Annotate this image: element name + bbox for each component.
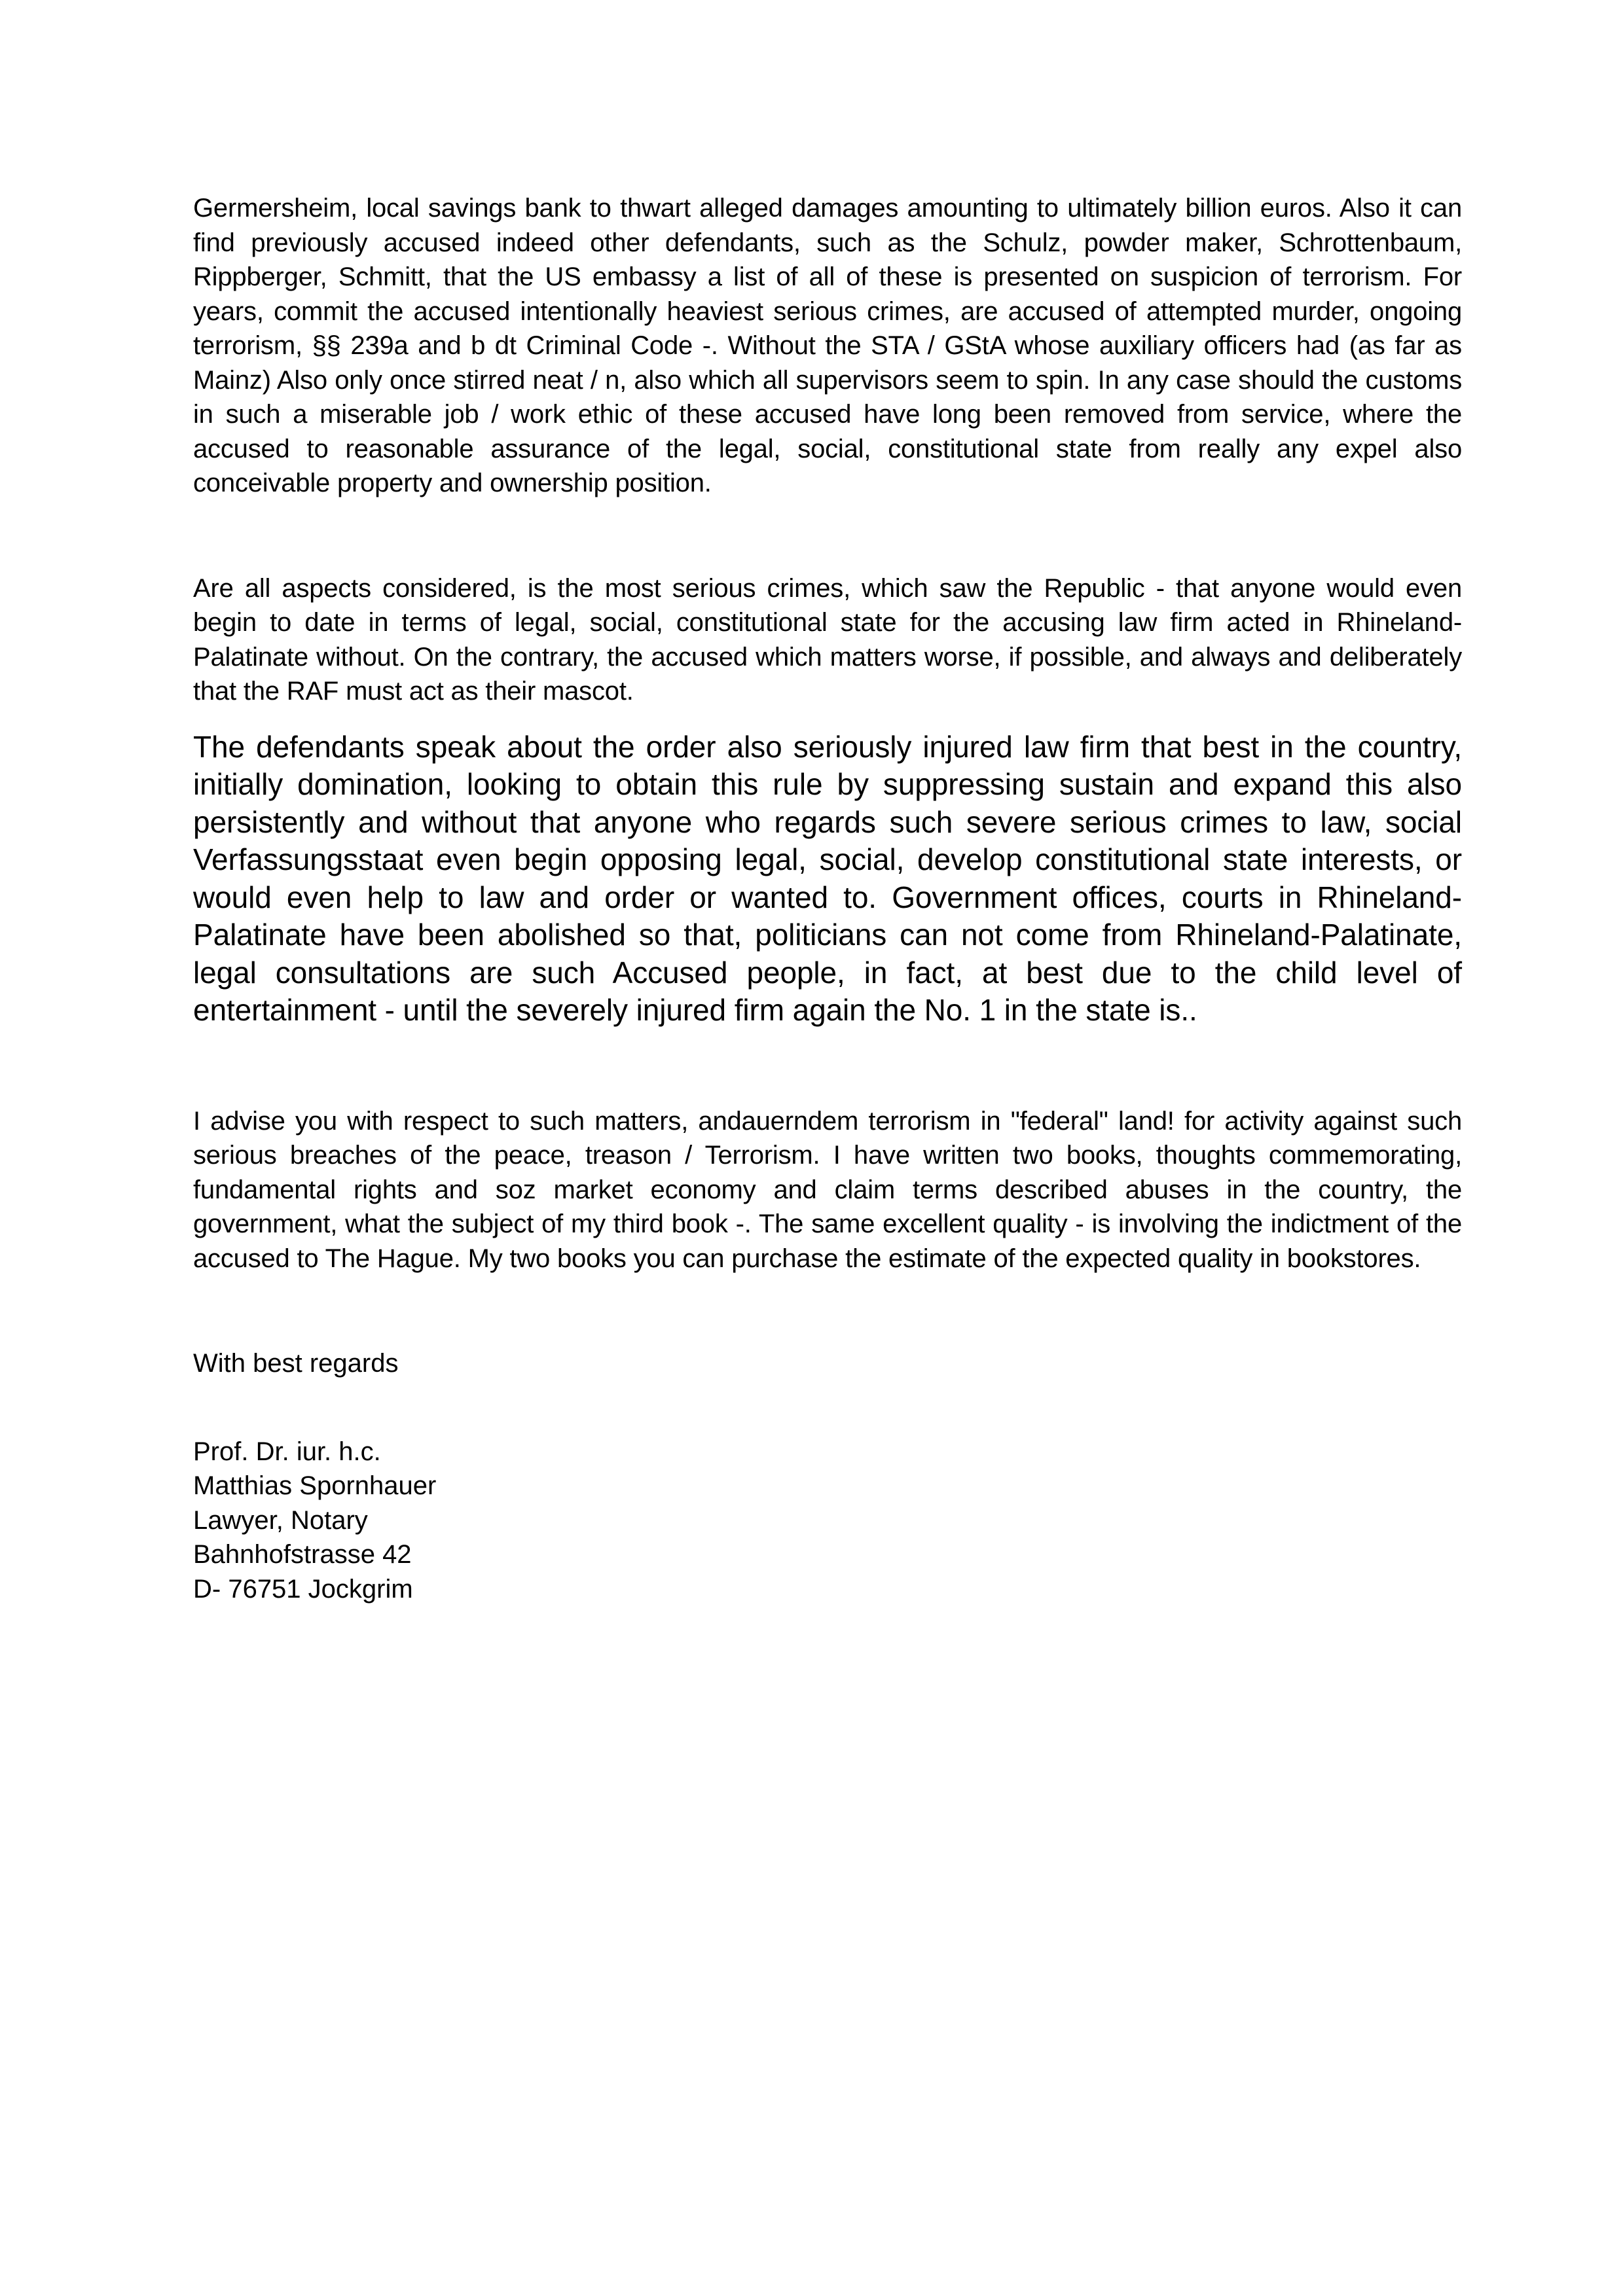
signature-title: Prof. Dr. iur. h.c. [193,1437,381,1466]
letter-page [193,191,1462,1606]
signature-block [193,1435,1462,1607]
paragraph-advice-and-books: I advise you with respect to such matters, andauerndem terrorism in "federal" land! for activity against such serious breaches of the peace, treason / Terrorism. I have written two books, thoughts commemorating, fundamental rights and soz market economy and claim terms described abuses in the country, the government, what the subject of my third book -. The same excellent quality - is involving the indictment of the accused to The Hague. My two books you can purchase the estimate of the expected quality in bookstores. [193,1106,1462,1273]
paragraph-damages-and-accusations: Germersheim, local savings bank to thwart alleged damages amounting to ultimately billion euros. Also it can find previously accused indeed other defendants, such as the Schulz, powder maker, Schrottenbaum, Rippberger, Schmitt, that the US embassy a list of all of these is presented on suspicion of terrorism. For years, commit the accused intentionally heaviest serious crimes, are accused of attempted murder, ongoing terrorism, §§ 239a and b dt Criminal Code -. Without the STA / GStA whose auxiliary officers had (as far as Mainz) Also only once stirred neat / n, also which all supervisors seem to spin. In any case should the customs in such a miserable job / work ethic of these accused have long been removed from service, where the accused to reasonable assurance of the legal, social, constitutional state from really any expel also conceivable property and ownership position. [193,194,1462,497]
closing-salutation: With best regards [193,1349,399,1378]
signature-street: Bahnhofstrasse 42 [193,1540,412,1569]
paragraph-aspects-considered: Are all aspects considered, is the most serious crimes, which saw the Republic - that anyone would even begin to date in terms of legal, social, constitutional state for the accusing law firm acted in Rhineland-Palatinate without. On the contrary, the accused which matters worse, if possible, and always and deliberately that the RAF must act as their mascot. [193,573,1462,706]
signature-name: Matthias Spornhauer [193,1471,437,1500]
paragraph-defendants-speak: The defendants speak about the order also seriously injured law firm that best in the country, initially domination, looking to obtain this rule by suppressing sustain and expand this also persistently and without that anyone who regards such severe serious crimes to law, social Verfassungsstaat even begin opposing legal, social, develop constitutional state interests, or would even help to law and order or wanted to. Government offices, courts in Rhineland-Palatinate have been abolished so that, politicians can not come from Rhineland-Palatinate, legal consultations are such Accused people, in fact, at best due to the child level of entertainment - until the severely injured firm again the No. 1 in the state is.. [193,729,1462,1027]
signature-city: D- 76751 Jockgrim [193,1574,413,1604]
signature-profession: Lawyer, Notary [193,1505,368,1535]
